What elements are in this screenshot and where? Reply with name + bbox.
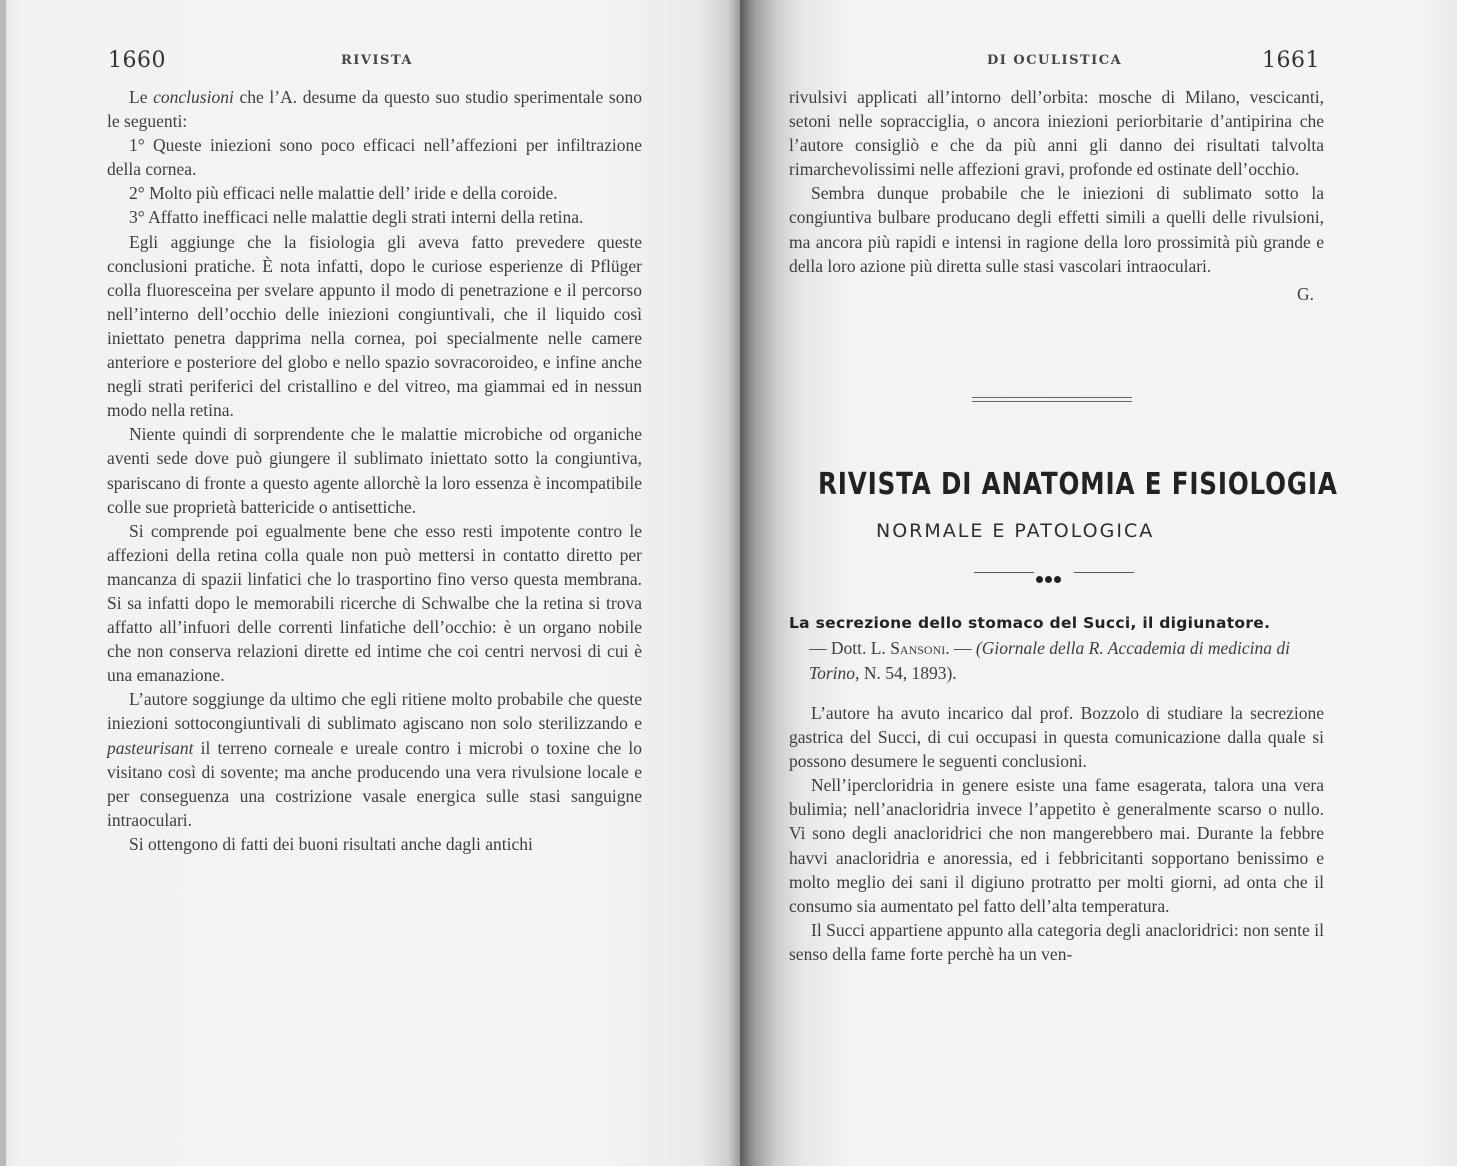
right-page-header — [740, 48, 1457, 78]
paragraph: Egli aggiunge che la fisiologia gli aveva fatto prevedere queste conclusioni pratiche. È nota infatti, dopo le curiose esperienze di Pflüger colla fluoresceina per svelare appunto il modo di penetrazione e il percorso nell’interno dell’occhio delle iniezioni congiuntivali, che il liquido così iniettato penetra dapprima nella cornea, poi specialmente nelle camere anteriore e posteriore del globo e nello spazio sovracoroideo, e infine anche negli strati periferici del cristallino e del vitreo, ma giammai ed in nessun modo nella retina. — [107, 231, 642, 421]
running-head: DI OCULISTICA — [987, 53, 1123, 68]
paragraph: 1° Queste iniezioni sono poco efficaci nell’affezioni per infiltrazione della cornea. — [107, 135, 642, 180]
paragraph: L’autore ha avuto incarico dal prof. Bozzolo di studiare la secrezione gastrica del Succi, di cui occupasi in questa comunicazione dalla quale si possono desumere le seguenti conclusioni. — [789, 703, 1324, 772]
section-title: RIVISTA DI ANATOMIA E FISIOLOGIA — [818, 467, 1338, 502]
paragraph: L’autore soggiunge da ultimo che egli ritiene molto probabile che queste iniezioni sottocongiuntivali di sublimato agiscano non solo sterilizzando e pasteurisant il terreno corneale e ureale contro i microbi o toxine che lo visitano così di sovente; ma anche producendo una vera rivulsione locale e per conseguenza una costrizione vasale energica sulle stasi sanguigne intraoculari. — [107, 689, 642, 830]
article-heading: La secrezione dello stomaco del Succi, il digiunatore. — Dott. L. Sansoni. — (Giornale della R. Accademia di medicina di Torino, N. 54, 1893). — [789, 614, 1291, 683]
paragraph: 3° Affatto inefficaci nelle malattie degli strati interni della retina. — [129, 207, 584, 228]
paragraph: Sembra dunque probabile che le iniezioni di sublimato sotto la congiuntiva bulbare producano degli effetti simili a quelli delle rivulsioni, ma ancora più rapidi e intensi in ragione della loro prossimità più grande e della loro azione più diretta sulle stasi vascolari intraoculari. — [789, 183, 1324, 276]
paragraph: Il Succi appartiene appunto alla categoria degli anacloridrici: non sente il senso della fame forte perchè ha un ven- — [789, 919, 1324, 964]
paragraph: Si ottengono di fatti dei buoni risultati anche dagli antichi — [129, 833, 533, 854]
page-number: 1660 — [108, 48, 166, 73]
signature: G. — [1296, 283, 1314, 304]
left-page-header — [0, 48, 740, 78]
paragraph: rivulsivi applicati all’intorno dell’orbita: mosche di Milano, vescicanti, setoni nelle sopracciglia, o ancora iniezioni periorbitarie d’antipirina che l’autore consigliò e che da più anni gli danno dei risultati talvolta rimarchevolissimi nelle affezioni gravi, profonde ed ostinate dell’occhio. — [789, 87, 1324, 180]
article-body — [789, 701, 1324, 966]
running-head: RIVISTA — [341, 53, 413, 68]
section-subtitle: NORMALE E PATOLOGICA — [876, 520, 1155, 542]
right-page-body — [789, 85, 1324, 306]
article-citation-ref: N. 54, 1893). — [859, 663, 957, 683]
article-citation: (Giornale della R. Accademia di medicina di Torino, — [809, 638, 1291, 683]
page-edge — [0, 0, 6, 1166]
paragraph: 2° Molto più efficaci nelle malattie dell’ iride e della coroide. — [129, 183, 558, 204]
article-author: Sansoni. — [890, 638, 950, 658]
paragraph: Niente quindi di sorprendente che le malattie microbiche od organiche aventi sede dove può giungere il sublimato iniettato sotto la congiuntiva, spariscano di fronte a questo agente allorchè la loro essenza è incompatibile colle sue proprietà battericide o antisettiche. — [107, 424, 642, 517]
article-title: La secrezione dello stomaco del Succi, il digiunatore. — [789, 614, 1271, 632]
ornament-divider — [974, 567, 1134, 579]
paragraph: Nell’ipercloridria in genere esiste una fame esagerata, talora una vera bulimia; nell’anacloridria invece l’appetito è generalmente scarso o nullo. Vi sono degli anacloridrici che non mangerebbero mai. Durante la febbre havvi anacloridria e anoressia, ed i febbricitanti sopportano benissimo e molto meglio dei sani il digiuno protratto per molti giorni, ad onta che il consumo sia aumentato pel fatto dell’alta temperatura. — [789, 775, 1324, 916]
section-divider — [972, 401, 1132, 402]
section-divider — [972, 397, 1132, 398]
paragraph: Le conclusioni che l’A. desume da questo suo studio sperimentale sono le seguenti: — [107, 87, 642, 132]
emphasis: pasteurisant — [107, 737, 194, 758]
paragraph: Si comprende poi egualmente bene che esso resti impotente contro le affezioni della retina colla quale non può mettersi in contatto diretto per mancanza di spazii linfatici che lo trasportino fino verso questa membrana. Si sa infatti dopo le memorabili ricerche di Schwalbe che la retina si trova affatto all’infuori delle correnti linfatiche dell’occhio: è un organo nobile che non conserva relazioni dirette ed intime che coi centri nervosi di cui è una emanazione. — [107, 520, 642, 686]
emphasis: conclusioni — [153, 87, 234, 107]
left-page-body — [107, 85, 642, 856]
page-number: 1661 — [1262, 48, 1320, 73]
